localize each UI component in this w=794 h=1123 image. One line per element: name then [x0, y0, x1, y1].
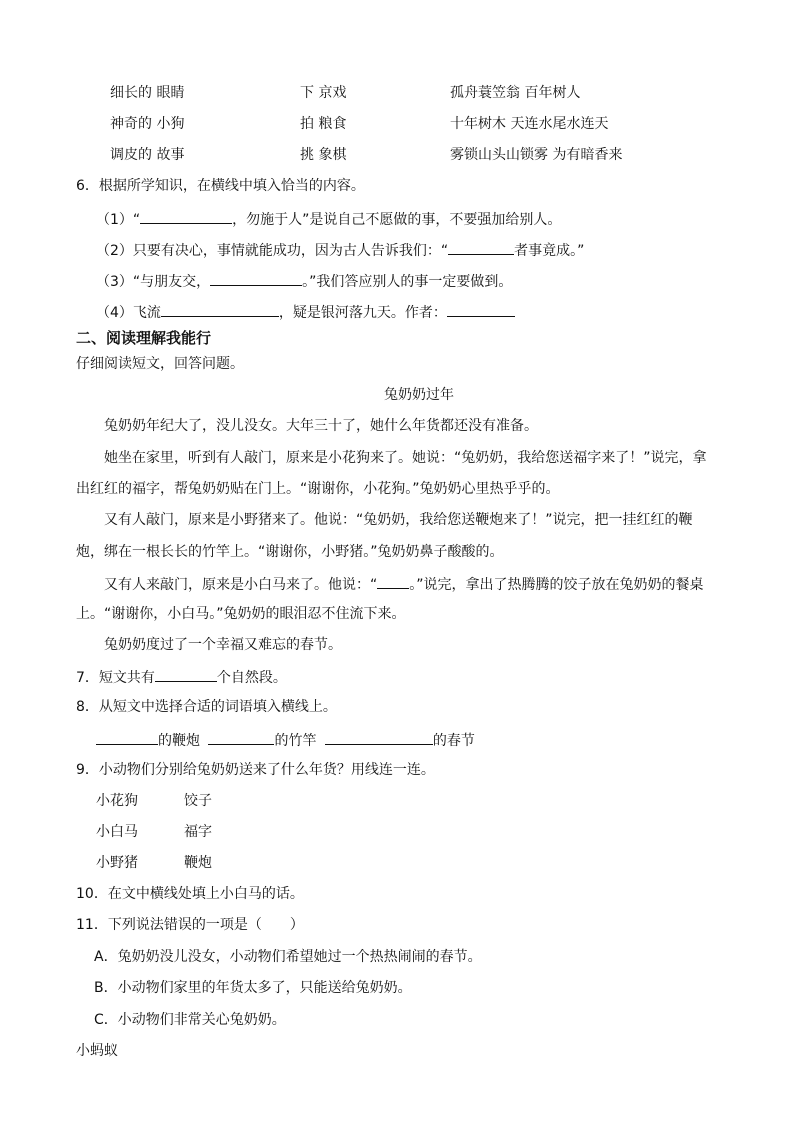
question-6-item-2 — [96, 240, 584, 260]
match-row-1-col-2: 下 京戏 — [300, 85, 347, 101]
passage-title: 兔奶奶过年 — [384, 387, 454, 403]
q9-left-item-1[interactable]: 小花狗 — [96, 793, 138, 809]
q8-word-3: 的春节 — [432, 733, 475, 749]
question-6-item-1 — [96, 209, 561, 229]
q7-suffix: 个自然段。 — [216, 670, 287, 686]
question-9-stem: 9．小动物们分别给兔奶奶送来了什么年货？用线连一连。 — [76, 762, 435, 778]
match-row-3-col-2: 挑 象棋 — [300, 147, 347, 163]
q6-3-blank[interactable] — [210, 271, 302, 286]
q9-left-item-3[interactable]: 小野猪 — [96, 855, 138, 871]
q9-right-item-1[interactable]: 饺子 — [184, 793, 212, 809]
next-passage-title: 小蚂蚁 — [76, 1043, 118, 1059]
q9-right-item-2[interactable]: 福字 — [184, 824, 212, 840]
q6-1-prefix: （1）“ — [96, 212, 141, 228]
q6-1-blank[interactable] — [140, 209, 232, 224]
q6-4-author-blank[interactable] — [447, 302, 515, 317]
passage-paragraph-4-line-1 — [104, 574, 704, 594]
q9-right-item-3[interactable]: 鞭炮 — [184, 855, 212, 871]
q6-3-prefix: （3）“与朋友交， — [96, 274, 211, 290]
question-8-blanks — [96, 730, 475, 750]
match-row-1-col-1: 细长的 眼睛 — [110, 85, 185, 101]
q6-3-suffix: 。”我们答应别人的事一定要做到。 — [302, 274, 513, 290]
passage-paragraph-2-line-1: 她坐在家里，听到有人敲门，原来是小花狗来了。她说：“兔奶奶，我给您送福字来了！”说完，拿 — [104, 450, 707, 466]
p4-suffix: 。”说完，拿出了热腾腾的饺子放在兔奶奶的餐桌 — [409, 577, 704, 593]
question-6-item-3 — [96, 271, 512, 291]
p4-prefix: 又有人来敲门，原来是小白马来了。他说：“ — [104, 577, 378, 593]
q6-4-blank[interactable] — [161, 302, 279, 317]
question-10-stem: 10．在文中横线处填上小白马的话。 — [76, 886, 304, 902]
match-row-3-col-1: 调皮的 故事 — [110, 147, 185, 163]
match-row-2-col-3: 十年树木 天连水尾水连天 — [450, 116, 609, 132]
passage-paragraph-3-line-2: 炮，绑在一根长长的竹竿上。“谢谢你，小野猪。”兔奶奶鼻子酸酸的。 — [76, 544, 504, 560]
q11-option-b[interactable]: B．小动物们家里的年货太多了，只能送给兔奶奶。 — [94, 980, 412, 996]
match-row-3-col-3: 雾锁山头山锁雾 为有暗香来 — [450, 147, 623, 163]
passage-paragraph-5: 兔奶奶度过了一个幸福又难忘的春节。 — [104, 637, 342, 653]
q6-2-blank[interactable] — [448, 240, 514, 255]
question-8-stem: 8．从短文中选择合适的词语填入横线上。 — [76, 699, 337, 715]
passage-paragraph-4-line-2: 上。“谢谢你，小白马。”兔奶奶的眼泪忍不住流下来。 — [76, 606, 406, 622]
q8-blank-2[interactable] — [208, 730, 274, 745]
question-11-stem: 11．下列说法错误的一项是（ ） — [76, 917, 304, 933]
section-2-instruction: 仔细阅读短文，回答问题。 — [76, 356, 244, 372]
q11-option-c[interactable]: C．小动物们非常关心兔奶奶。 — [94, 1012, 286, 1028]
question-7 — [76, 667, 287, 687]
match-row-2-col-2: 拍 粮食 — [300, 116, 347, 132]
q9-left-item-2[interactable]: 小白马 — [96, 824, 138, 840]
q8-blank-1[interactable] — [96, 730, 158, 745]
q11-option-a[interactable]: A．兔奶奶没儿没女，小动物们希望她过一个热热闹闹的春节。 — [94, 949, 482, 965]
passage-paragraph-2-line-2: 出红红的福字，帮兔奶奶贴在门上。“谢谢你，小花狗。”兔奶奶心里热乎乎的。 — [76, 481, 560, 497]
q8-word-2: 的竹竿 — [274, 733, 317, 749]
match-row-1-col-3: 孤舟蓑笠翁 百年树人 — [450, 85, 581, 101]
q7-prefix: 7．短文共有 — [76, 670, 155, 686]
q6-4-prefix: （4）飞流 — [96, 305, 161, 321]
p4-speech-blank[interactable] — [377, 574, 409, 589]
q6-2-prefix: （2）只要有决心，事情就能成功，因为古人告诉我们：“ — [96, 243, 449, 259]
passage-paragraph-1: 兔奶奶年纪大了，没儿没女。大年三十了，她什么年货都还没有准备。 — [104, 418, 538, 434]
q8-blank-3[interactable] — [325, 730, 433, 745]
q6-1-suffix: ，勿施于人”是说自己不愿做的事，不要强加给别人。 — [232, 212, 562, 228]
question-6-stem: 6．根据所学知识，在横线中填入恰当的内容。 — [76, 178, 365, 194]
passage-paragraph-3-line-1: 又有人敲门，原来是小野猪来了。他说：“兔奶奶，我给您送鞭炮来了！”说完，把一挂红红的鞭 — [104, 512, 693, 528]
question-6-item-4 — [96, 302, 515, 322]
q6-4-middle: ，疑是银河落九天。作者： — [278, 305, 447, 321]
q6-2-suffix: 者事竟成。” — [514, 243, 585, 259]
section-2-heading: 二、阅读理解我能行 — [76, 329, 212, 347]
q7-blank[interactable] — [155, 667, 217, 682]
match-row-2-col-1: 神奇的 小狗 — [110, 116, 185, 132]
q8-word-1: 的鞭炮 — [158, 733, 200, 749]
